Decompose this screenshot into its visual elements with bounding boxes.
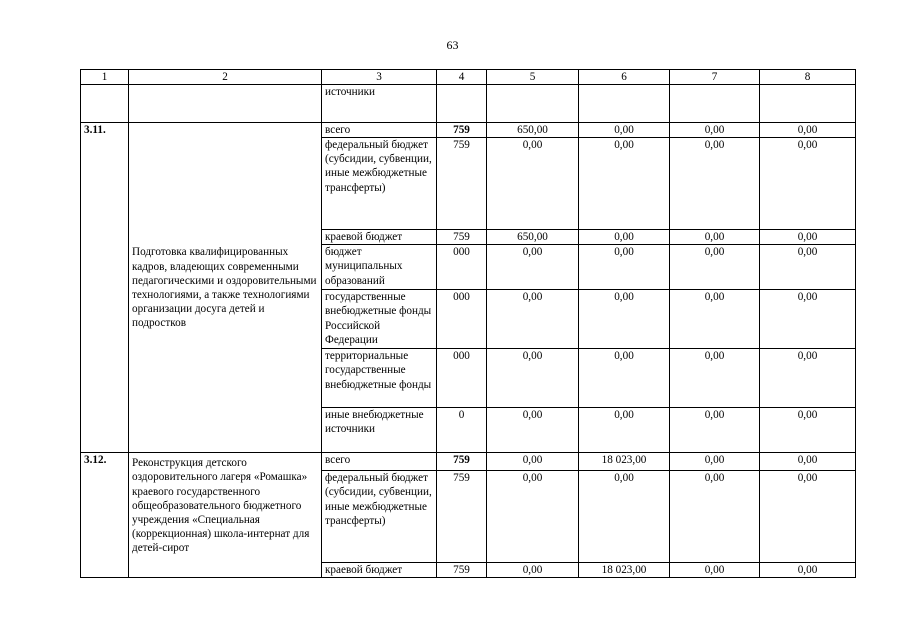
value-cell: 650,00 (487, 230, 579, 245)
item-number: 3.11. (81, 123, 129, 453)
value-cell: 0,00 (760, 563, 856, 578)
code-cell: 000 (437, 290, 487, 349)
item-name: Подготовка квалифицированных кадров, владеющих современными педагогическими и оздоровительными технологиями, а также технологиями организации досуга детей и подростков (129, 123, 322, 453)
source-cell: бюджет муниципальных образований (322, 245, 437, 290)
item-name: Реконструкция детского оздоровительного лагеря «Ромашка» краевого государственного общеобразовательного бюджетного учреждения «Специальная (коррекционная) школа-интернат для детей-сирот (129, 453, 322, 578)
value-cell: 0,00 (487, 290, 579, 349)
column-header: 8 (760, 70, 856, 85)
column-header: 2 (129, 70, 322, 85)
value-cell: 0,00 (760, 138, 856, 230)
source-cell: краевой бюджет (322, 563, 437, 578)
code-cell: 759 (437, 453, 487, 471)
value-cell: 0,00 (487, 138, 579, 230)
source-cell: краевой бюджет (322, 230, 437, 245)
value-cell: 0,00 (670, 453, 760, 471)
value-cell: 0,00 (670, 563, 760, 578)
code-cell: 759 (437, 123, 487, 138)
value-cell: 0,00 (579, 290, 670, 349)
value-cell: 0,00 (670, 471, 760, 563)
source-cell: всего (322, 123, 437, 138)
item-number: 3.12. (81, 453, 129, 578)
value-cell: 0,00 (579, 245, 670, 290)
value-cell: 0,00 (760, 349, 856, 408)
value-cell (487, 85, 579, 123)
value-cell: 0,00 (487, 245, 579, 290)
column-header: 5 (487, 70, 579, 85)
source-cell: территориальные государственные внебюджетные фонды (322, 349, 437, 408)
source-cell: источники (322, 85, 437, 123)
column-header: 4 (437, 70, 487, 85)
value-cell: 0,00 (670, 349, 760, 408)
source-cell: иные внебюджетные источники (322, 408, 437, 453)
code-cell: 759 (437, 138, 487, 230)
value-cell: 18 023,00 (579, 453, 670, 471)
value-cell: 0,00 (579, 408, 670, 453)
value-cell: 0,00 (760, 408, 856, 453)
item-number-cell (81, 85, 129, 123)
column-header: 3 (322, 70, 437, 85)
source-cell: государственные внебюджетные фонды Российской Федерации (322, 290, 437, 349)
page-number: 63 (446, 38, 459, 52)
value-cell: 0,00 (579, 349, 670, 408)
value-cell: 0,00 (760, 123, 856, 138)
value-cell: 0,00 (487, 453, 579, 471)
code-cell: 0 (437, 408, 487, 453)
value-cell: 0,00 (579, 123, 670, 138)
value-cell: 0,00 (487, 471, 579, 563)
source-cell: всего (322, 453, 437, 471)
code-cell: 759 (437, 230, 487, 245)
value-cell (579, 85, 670, 123)
code-cell (437, 85, 487, 123)
value-cell: 0,00 (487, 349, 579, 408)
value-cell: 0,00 (760, 471, 856, 563)
value-cell: 18 023,00 (579, 563, 670, 578)
value-cell: 0,00 (670, 290, 760, 349)
value-cell: 0,00 (670, 245, 760, 290)
code-cell: 000 (437, 245, 487, 290)
table-row (81, 85, 856, 123)
column-header: 7 (670, 70, 760, 85)
code-cell: 759 (437, 563, 487, 578)
value-cell: 0,00 (487, 408, 579, 453)
value-cell: 0,00 (760, 245, 856, 290)
value-cell: 0,00 (760, 290, 856, 349)
column-header: 6 (579, 70, 670, 85)
column-header: 1 (81, 70, 129, 85)
value-cell: 0,00 (579, 230, 670, 245)
value-cell: 0,00 (760, 453, 856, 471)
code-cell: 000 (437, 349, 487, 408)
value-cell: 0,00 (487, 563, 579, 578)
item-name-cell (129, 85, 322, 123)
table-row (81, 123, 856, 138)
value-cell: 0,00 (579, 471, 670, 563)
value-cell (670, 85, 760, 123)
source-cell: федеральный бюджет (субсидии, субвенции, иные межбюджетные трансферты) (322, 471, 437, 563)
budget-table (80, 69, 856, 578)
value-cell: 650,00 (487, 123, 579, 138)
value-cell: 0,00 (670, 138, 760, 230)
value-cell: 0,00 (670, 408, 760, 453)
value-cell: 0,00 (760, 230, 856, 245)
value-cell: 0,00 (670, 123, 760, 138)
code-cell: 759 (437, 471, 487, 563)
source-cell: федеральный бюджет (субсидии, субвенции, иные межбюджетные трансферты) (322, 138, 437, 230)
column-number-row (81, 70, 856, 85)
value-cell: 0,00 (579, 138, 670, 230)
value-cell: 0,00 (670, 230, 760, 245)
table-row (81, 453, 856, 471)
value-cell (760, 85, 856, 123)
